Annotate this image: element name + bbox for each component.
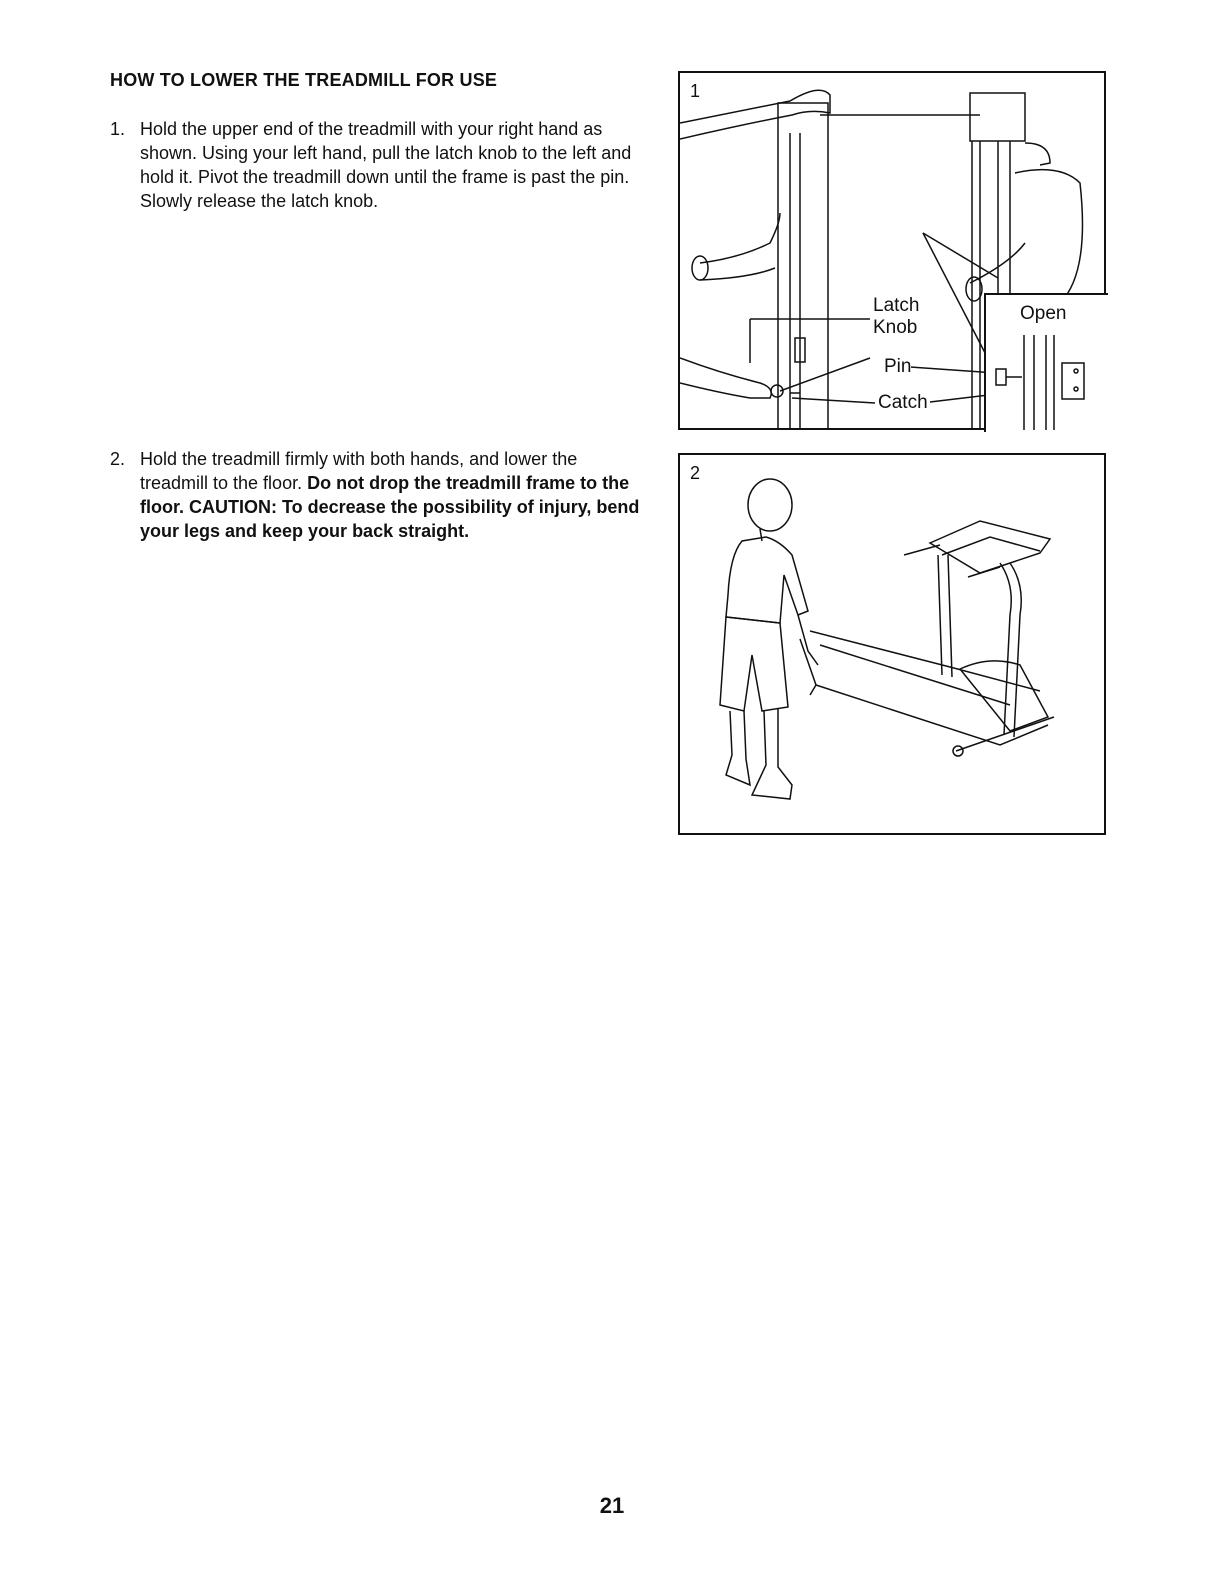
section-heading: HOW TO LOWER THE TREADMILL FOR USE: [110, 70, 498, 90]
callout-knob: Knob: [873, 317, 918, 338]
figure-number: 2: [690, 463, 701, 483]
step-text: Hold the upper end of the treadmill with your right hand as shown. Using your left hand, pull the latch knob to the left and hold it. Pivot the treadmill down until the frame is past the pin. Slowly release the latch knob.: [140, 119, 632, 211]
person-lowering-treadmill-drawing: [680, 455, 1104, 833]
figure-2-lowering-illustration: [678, 453, 1106, 835]
figure-number: 1: [690, 81, 701, 101]
step-text-container: [140, 447, 640, 543]
callout-latch: Latch: [873, 295, 920, 316]
page-number: 21: [599, 1493, 625, 1518]
step-number: 2.: [110, 449, 126, 469]
instruction-step-2: [110, 447, 640, 543]
step-number: 1.: [110, 119, 126, 139]
callout-pin: Pin: [884, 356, 912, 377]
figure-1-latch-illustration: [678, 71, 1106, 430]
open-latch-detail-drawing: [986, 295, 1106, 430]
step-caution-text: Do not drop the treadmill frame to the floor. CAUTION: To decrease the possibility of injury, bend your legs and keep your back straight.: [140, 473, 640, 541]
step-text: Hold the treadmill firmly with both hands, and lower the treadmill to the floor.: [140, 449, 578, 493]
inset-label: Open: [1020, 303, 1067, 324]
open-inset: [984, 293, 1108, 432]
instruction-step-1: [110, 117, 640, 213]
callout-catch: Catch: [878, 392, 928, 413]
